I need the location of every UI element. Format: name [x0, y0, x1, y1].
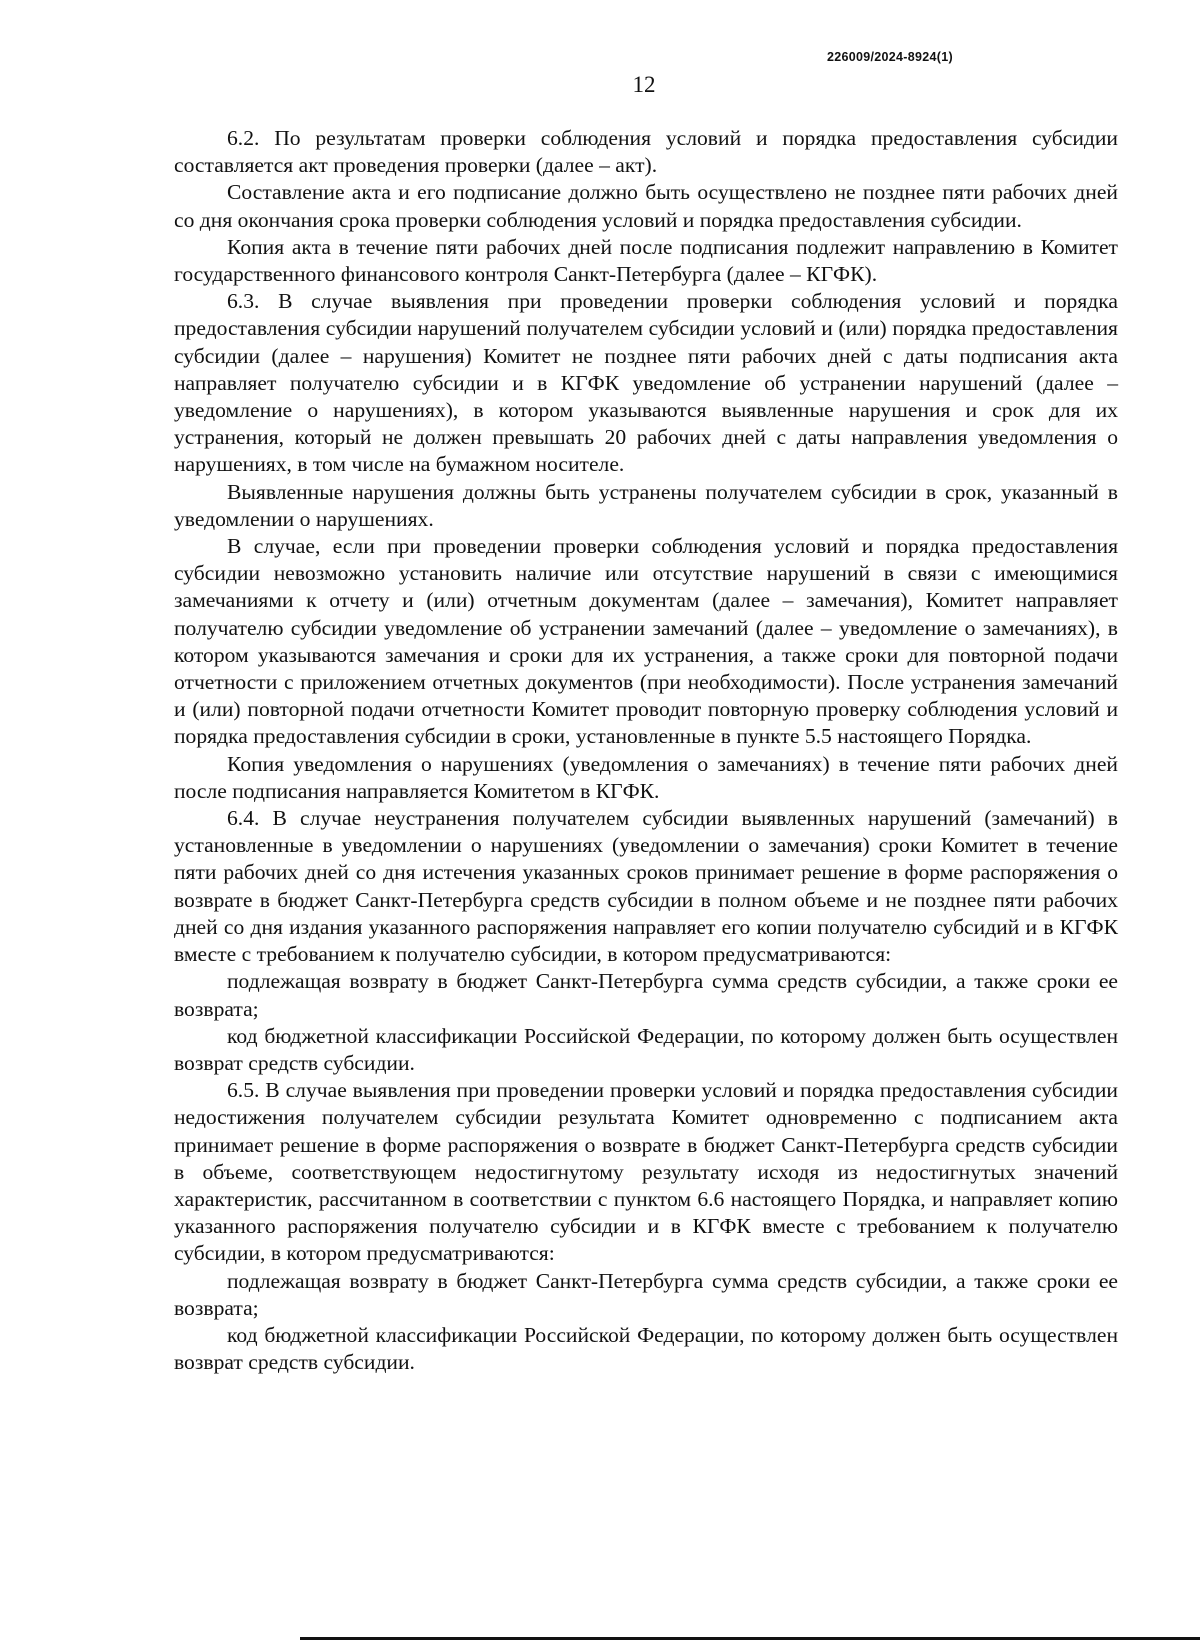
list-item-refund-amount: подлежащая возврату в бюджет Санкт-Петербурга сумма средств субсидии, а также сроки ее возврата; — [174, 1268, 1118, 1320]
document-registration-number: 226009/2024-8924(1) — [827, 50, 953, 64]
paragraph-act-signing: Составление акта и его подписание должно быть осуществлено не позднее пяти рабочих дней со дня окончания срока проверки соблюдения условий и порядка предоставления субсидии. — [174, 180, 1118, 232]
list-item-budget-code: код бюджетной классификации Российской Федерации, по которому должен быть осуществлен возврат средств субсидии. — [174, 1023, 1118, 1075]
page-number: 12 — [632, 72, 656, 97]
paragraph-6-5: 6.5. В случае выявления при проведении проверки условий и порядка предоставления субсидии недостижения получателем субсидии результата Комитет одновременно с подписанием акта принимает решение в форме распоряжения о возврате в бюджет Санкт-Петербурга средств субсидии в объеме, соответствующем недостигнутому результату исходя из недостигнутых значений характеристик, рассчитанном в соответствии с пунктом 6.6 настоящего Порядка, и направляет копию указанного распоряжения получателю субсидии и в КГФК вместе с требованием к получателю субсидии, в котором предусматриваются: — [174, 1078, 1118, 1266]
paragraph-6-3: 6.3. В случае выявления при проведении проверки соблюдения условий и порядка предоставления субсидии нарушений получателем субсидии условий и (или) порядка предоставления субсидии (далее – нарушения) Комитет не позднее пяти рабочих дней с даты подписания акта направляет получателю субсидии и в КГФК уведомление об устранении нарушений (далее – уведомление о нарушениях), в котором указываются выявленные нарушения и срок для их устранения, который не должен превышать 20 рабочих дней с даты направления уведомления о нарушениях, в том числе на бумажном носителе. — [174, 289, 1118, 477]
paragraph-6-2: 6.2. По результатам проверки соблюдения условий и порядка предоставления субсидии составляется акт проведения проверки (далее – акт). — [174, 126, 1118, 178]
document-body — [174, 125, 1118, 1376]
list-item-budget-code: код бюджетной классификации Российской Федерации, по которому должен быть осуществлен возврат средств субсидии. — [174, 1322, 1118, 1375]
list-item-refund-amount: подлежащая возврату в бюджет Санкт-Петербурга сумма средств субсидии, а также сроки ее возврата; — [174, 969, 1118, 1021]
paragraph-remarks: В случае, если при проведении проверки соблюдения условий и порядка предоставления субсидии невозможно установить наличие или отсутствие нарушений в связи с имеющимися замечаниями к отчету и (или) отчетным документам (далее – замечания), Комитет направляет получателю субсидии уведомление об устранении замечаний (далее – уведомление о замечаниях), в котором указываются замечания и сроки для их устранения, а также сроки для повторной подачи отчетности с приложением отчетных документов (при необходимости). После устранения замечаний и (или) повторной подачи отчетности Комитет проводит повторную проверку соблюдения условий и порядка предоставления субсидии в сроки, установленные в пункте 5.5 настоящего Порядка. — [174, 534, 1118, 749]
paragraph-6-4: 6.4. В случае неустранения получателем субсидии выявленных нарушений (замечаний) в установленные в уведомлении о нарушениях (уведомлении о замечания) сроки Комитет в течение пяти рабочих дней со дня истечения указанных сроков принимает решение в форме распоряжения о возврате в бюджет Санкт-Петербурга средств субсидии в полном объеме и не позднее пяти рабочих дней со дня издания указанного распоряжения направляет его копии получателю субсидий и в КГФК вместе с требованием к получателю субсидии, в котором предусматриваются: — [174, 806, 1118, 967]
paragraph-violations-fix: Выявленные нарушения должны быть устранены получателем субсидии в срок, указанный в уведомлении о нарушениях. — [174, 479, 1118, 531]
paragraph-act-copy: Копия акта в течение пяти рабочих дней после подписания подлежит направлению в Комитет государственного финансового контроля Санкт-Петербурга (далее – КГФК). — [174, 234, 1118, 287]
paragraph-notice-copy: Копия уведомления о нарушениях (уведомления о замечаниях) в течение пяти рабочих дней после подписания направляется Комитетом в КГФК. — [174, 751, 1118, 803]
